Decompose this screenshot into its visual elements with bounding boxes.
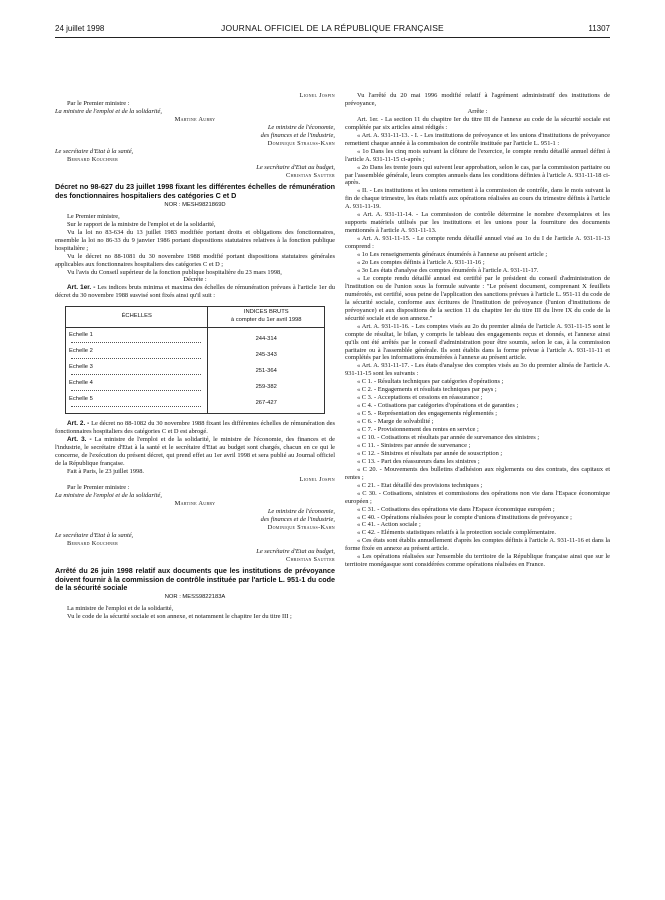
article-3: [55, 436, 335, 468]
table-row: [66, 379, 325, 395]
echelles-table-body: [66, 328, 325, 414]
echelles-table: [65, 306, 325, 414]
right-paragraph: « Art. A. 931-11-17. - Les états d'analyse des comptes visés au 3o du premier alinéa de l'article A. 931-11-15 sont les suivants :: [345, 362, 610, 378]
signature-line: Le secrétaire d'Etat au budget,: [256, 547, 335, 555]
echelle-cell: [66, 347, 208, 363]
header-date: 24 juillet 1998: [55, 24, 105, 33]
arrete-title: Arrêté du 26 juin 1998 relatif aux documents que les institutions de prévoyance doivent fournir à la commission de contrôle instituée par l'article L. 951-1 du code de la sécurité sociale: [55, 566, 335, 592]
signature-line: Le secrétaire d'Etat à la santé,: [55, 531, 134, 539]
article-2: [55, 420, 335, 436]
right-paragraph: « C 42. - Eléments statistiques relatifs à la protection sociale complémentaire.: [357, 529, 556, 537]
right-paragraph: « Ces états sont établis annuellement d'après les comptes définis à l'article A. 931-11-16 et dans la forme fixée en annexe au présent article.: [345, 537, 610, 553]
decree-paragraph: Le Premier ministre,: [67, 212, 120, 220]
right-paragraph: Arrête :: [467, 107, 488, 115]
arrete-nor: NOR : MESS9822183A: [164, 594, 226, 601]
decree-nor: NOR : MESH9821869D: [164, 201, 226, 208]
signature-line: Bernard Kouchner: [67, 155, 119, 163]
right-paragraph: « C 5. - Représentation des engagements réglementés ;: [357, 410, 498, 418]
signature-line: Bernard Kouchner: [67, 539, 119, 547]
signature-line: Martine Aubry: [174, 115, 216, 123]
right-paragraph: « Le compte rendu détaillé annuel est certifié par le président du conseil d'administration de l'institution ou de l'union sous la formule suivante : "Le présent document, comprenant X feuillets numérotés, est certifié, sous peine de l'application des sanctions prévues à l'article L. 951-11 du code de la sécurité sociale, conforme aux écritures de l'institution de prévoyance (l'union d'institutions de prévoyance) et aux dispositions de la section 11 du chapitre Ier du titre III du livre IX du code de la sécurité sociale et de son annexe.": [345, 274, 610, 322]
decree-preamble: [55, 213, 335, 277]
signature-line: Par le Premier ministre :: [67, 483, 130, 491]
header-rule: [55, 37, 610, 38]
echelle-name: Echelle 4: [69, 380, 93, 387]
indice-cell: 245-343: [208, 347, 325, 363]
indice-cell: 251-364: [208, 363, 325, 379]
signature-line: La ministre de l'emploi et de la solidarité,: [55, 107, 162, 115]
signature-line: Par le Premier ministre :: [67, 99, 130, 107]
decree-paragraph: Vu la loi no 83-634 du 13 juillet 1983 modifiée portant droits et obligations des fonctionnaires, ensemble la loi no 86-33 du 9 janvier 1986 portant dispositions statutaires relatives à la fonction publique hospitalière ;: [55, 228, 335, 252]
page-number: 11307: [588, 24, 610, 33]
echelle-name: Echelle 1: [69, 332, 93, 339]
signature-line: Lionel Jospin: [299, 476, 335, 483]
right-paragraph: « Art. A. 931-11-15. - Le compte rendu détaillé annuel visé au 1o du I de l'article A. 931-11-13 comprend :: [345, 235, 610, 251]
right-paragraph: « C 13. - Part des réassureurs dans les sinistres ;: [357, 457, 480, 465]
signature-line: des finances et de l'industrie,: [260, 515, 335, 523]
table-row: [66, 395, 325, 414]
right-paragraph: « C 12. - Sinistres et résultats par année de souscription ;: [357, 449, 503, 457]
table-row: [66, 363, 325, 379]
right-paragraph: « Art. A. 931-11-14. - La commission de contrôle détermine le nombre d'exemplaires et les supports matériels utilisés par les institutions et les unions pour la fourniture des documents mentionnés à l'article A. 931-11-13.: [345, 211, 610, 235]
right-paragraph: « II. - Les institutions et les unions remettent à la commission de contrôle, dans le mois suivant la fin de chaque trimestre, les états relatifs aux opérations réalisées au cours du trimestre définis à l'article A. 931-11-19.: [345, 187, 610, 211]
right-paragraph: « C 4. - Cotisations par catégories d'opérations et de garanties ;: [357, 402, 519, 410]
echelle-cell: [66, 395, 208, 414]
right-paragraph: « C 7. - Provisionnement des rentes en service ;: [357, 426, 479, 434]
right-paragraph: « C 3. - Acceptations et cessions en réassurance ;: [357, 394, 483, 402]
right-paragraph: « 1o Dans les cinq mois suivant la clôture de l'exercice, le compte rendu détaillé annuel défini à l'article A. 931-11-15 ci-après ;: [345, 147, 610, 163]
decree-paragraph: Vu le décret no 88-1081 du 30 novembre 1988 modifié portant dispositions statutaires générales applicables aux fonctionnaires hospitaliers des catégories C et D ;: [55, 252, 335, 268]
leader-dots: [71, 374, 201, 375]
table-row: [66, 328, 325, 348]
right-paragraph: « C 31. - Cotisations des opérations vie dans l'Espace économique européen ;: [357, 505, 555, 513]
article-3-label: Art. 3. -: [67, 436, 92, 444]
decree-paragraph: Sur le rapport de la ministre de l'emploi et de la solidarité,: [67, 220, 216, 228]
journal-title: JOURNAL OFFICIEL DE LA RÉPUBLIQUE FRANÇAISE: [221, 23, 444, 33]
right-paragraph: « C 21. - Etat détaillé des provisions techniques ;: [357, 481, 483, 489]
leader-dots: [71, 390, 201, 391]
right-paragraph: « C 1. - Résultats techniques par catégories d'opérations ;: [357, 378, 504, 386]
echelle-cell: [66, 379, 208, 395]
arrete-paragraph: La ministre de l'emploi et de la solidarité,: [67, 605, 174, 613]
right-paragraph: « Art. A. 931-11-13. - I. - Les institutions de prévoyance et les unions d'institutions de prévoyance remettent chaque année à la commission de contrôle instituée par l'article L. 951-1 :: [345, 131, 610, 147]
signature-line: Dominique Strauss-Kahn: [267, 523, 335, 531]
right-paragraph: « Art. A. 931-11-16. - Les comptes visés au 2o du premier alinéa de l'article A. 931-11-15 sont le compte de résultat, le bilan, y compris le tableau des engagements reçus et donnés, et l'annexe ainsi qu'ils ont été arrêtés par le conseil d'administration pour être soumis, selon le cas, à la commission paritaire ou à l'assemblée générale. Ils sont établis dans la forme prévue à l'article A. 931-11-11 et complétés par les informations énumérées à l'annexe au présent article.: [345, 322, 610, 362]
decree-paragraph: Vu l'avis du Conseil supérieur de la fonction publique hospitalière du 23 mars 1998,: [67, 268, 282, 276]
signature-line: Le ministre de l'économie,: [267, 123, 335, 131]
arrete-paragraph: Vu le code de la sécurité sociale et son annexe, et notamment le chapitre Ier du titre III ;: [67, 613, 292, 620]
right-paragraph: « C 20. - Mouvements des bulletins d'adhésion aux règlements ou des contrats, des capitaux et rentes ;: [345, 465, 610, 481]
table-row: [66, 347, 325, 363]
decrete-label: Décrète :: [183, 276, 207, 284]
article-1: [55, 284, 335, 300]
signature-line: Christian Sautter: [286, 171, 335, 179]
table-header-indices-line1: INDICES BRUTS: [243, 309, 289, 316]
indice-cell: 259-382: [208, 379, 325, 395]
table-header-indices: [208, 307, 325, 328]
right-paragraph: « C 2. - Engagements et résultats techniques par pays ;: [357, 386, 497, 394]
right-paragraph: « C 41. - Action sociale ;: [357, 521, 421, 529]
arrete-preamble: [55, 605, 335, 621]
article-1-text: Les indices bruts minima et maxima des échelles de rémunération prévues à l'article 1er du décret du 30 novembre 1988 susvisé sont fixés ainsi qu'il suit :: [55, 284, 336, 300]
signature-line: Le secrétaire d'Etat à la santé,: [55, 147, 134, 155]
indice-cell: 267-427: [208, 395, 325, 414]
echelle-name: Echelle 5: [69, 396, 93, 403]
echelle-name: Echelle 2: [69, 348, 93, 355]
right-paragraph: « Les opérations réalisées sur l'ensemble du territoire de la République française ainsi que sur le territoire monégasque sont considérées comme opérations réalisées en France.: [345, 553, 610, 569]
right-paragraph: « C 6. - Marge de solvabilité ;: [357, 418, 434, 426]
signature-block-top: [55, 92, 335, 179]
signature-line: Dominique Strauss-Kahn: [267, 139, 335, 147]
right-paragraph: « C 30. - Cotisations, sinistres et commissions des opérations non vie dans l'Espace économique européen ;: [345, 489, 610, 505]
leader-dots: [71, 358, 201, 359]
echelle-cell: [66, 363, 208, 379]
page-header: [55, 22, 610, 36]
leader-dots: [71, 342, 201, 343]
echelle-name: Echelle 3: [69, 364, 93, 371]
right-paragraph: « C 40. - Opérations réalisées pour le compte d'unions d'institutions de prévoyance ;: [357, 513, 572, 521]
leader-dots: [71, 406, 201, 407]
article-1-label: Art. 1er. -: [67, 284, 96, 292]
signature-line: Martine Aubry: [174, 499, 216, 507]
right-column: [345, 92, 610, 569]
signature-line: La ministre de l'emploi et de la solidarité,: [55, 491, 162, 499]
right-paragraph: « 3o Les états d'analyse des comptes énumérés à l'article A. 931-11-17.: [357, 266, 539, 274]
right-paragraph: Vu l'arrêté du 20 mai 1996 modifié relatif à l'agrément administratif des institutions de prévoyance,: [345, 92, 610, 107]
fait-a-paris: Fait à Paris, le 23 juillet 1998.: [67, 468, 145, 476]
article-2-label: Art. 2. -: [67, 420, 90, 428]
right-paragraph: « C 11. - Sinistres par année de survenance ;: [357, 441, 471, 449]
table-header-indices-line2: à compter du 1er avril 1998: [230, 317, 302, 324]
left-column: [55, 92, 335, 621]
right-paragraph: « C 10. - Cotisations et résultats par année de survenance des sinistres ;: [357, 433, 540, 441]
article-3-text: La ministre de l'emploi et de la solidarité, le ministre de l'économie, des finances et de l'industrie, le secrétaire d'Etat à la santé et le secrétaire d'Etat au budget sont chargés, chacun en ce qui le concerne, de l'exécution du présent décret, qui prend effet au 1er avril 1998 et sera publié au Journal officiel de la République française.: [55, 436, 335, 468]
table-header-echelles: ÉCHELLES: [66, 307, 208, 328]
right-paragraph: Art. 1er. - La section 11 du chapitre Ier du titre III de l'annexe au code de la sécurité sociale est complétée par six articles ainsi rédigés :: [345, 115, 610, 131]
right-paragraph: « 2o Les comptes définis à l'article A. 931-11-16 ;: [357, 259, 485, 267]
signature-line: Christian Sautter: [286, 555, 335, 563]
signature-line: Le secrétaire d'Etat au budget,: [256, 163, 335, 171]
signature-block-bottom: [55, 476, 335, 563]
echelle-cell: [66, 328, 208, 348]
signature-line: Lionel Jospin: [299, 92, 335, 99]
signature-line: des finances et de l'industrie,: [260, 131, 335, 139]
article-2-text: Le décret no 88-1082 du 30 novembre 1988 fixant les différentes échelles de rémunération des fonctionnaires hospitaliers des catégories C et D est abrogé.: [55, 420, 336, 436]
signature-line: Le ministre de l'économie,: [267, 507, 335, 515]
right-paragraph: « 1o Les renseignements généraux énumérés à l'annexe au présent article ;: [357, 251, 548, 259]
decree-title: Décret no 98-627 du 23 juillet 1998 fixant les différentes échelles de rémunération des fonctionnaires hospitaliers des catégories C et D: [55, 182, 335, 200]
right-paragraph: « 2o Dans les trente jours qui suivent leur approbation, selon le cas, par la commission paritaire ou par l'assemblée générale, leurs comptes annuels dans les conditions définies à l'article A. 931-11-18 ci-après.: [345, 163, 610, 187]
indice-cell: 244-314: [208, 328, 325, 348]
